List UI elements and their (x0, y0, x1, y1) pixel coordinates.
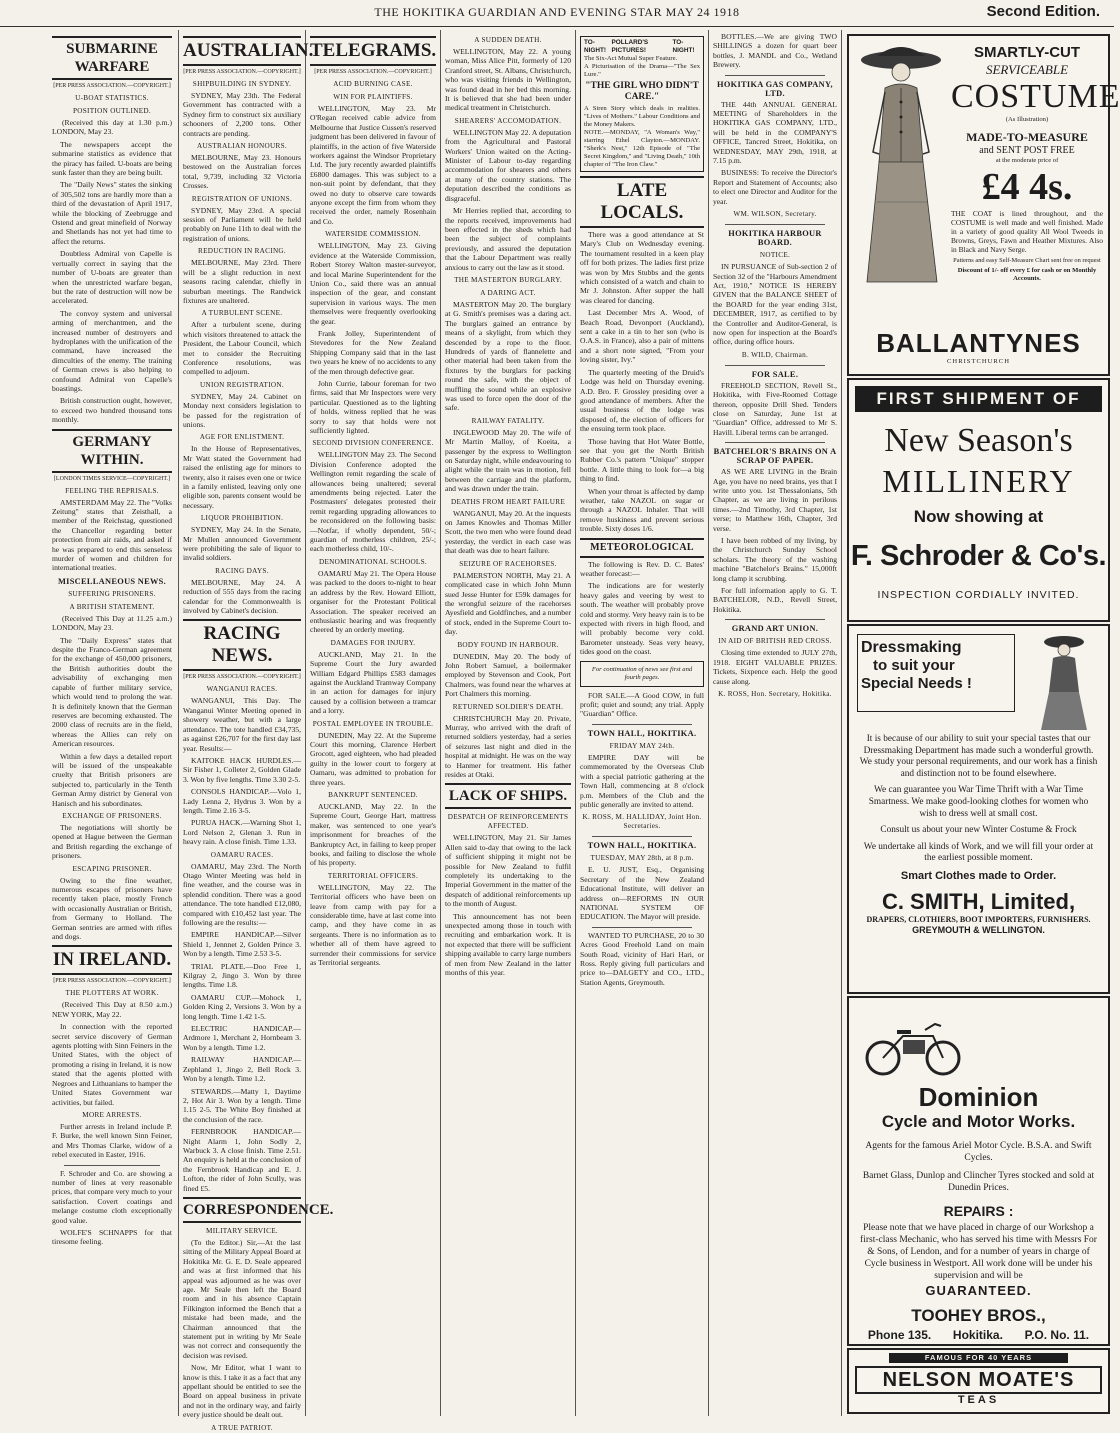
ad-paragraph: We undertake all kinds of Work, and we will fill your order at the earliest possible moment. (863, 841, 1094, 864)
ad-paragraph: Please note that we have placed in charge of our Workshop a first-class Mechanic, who has served his time with Messrs For & Sons, of Lendon, and for a number of years in charge of Cycle business in Westport. All work done will be under his supervision and will be (860, 1223, 1097, 1281)
paragraph: WELLINGTON, May 22. The Territorial officers who have been on leave from camp with pay for a considerable time, have at last come into camp, and they have come in as sergeants. There is no information as to whether all of them have agreed to surrender their commissions for service as Territorial sergeants. (310, 882, 436, 968)
film-feature: The Six-Act Mutual Super Feature. (584, 55, 678, 62)
headline-germany-within: GERMANY WITHIN. (52, 429, 172, 473)
paragraph: SYDNEY, May 23rd. A special session of Parliament will be held probably on June 11th to deal with the registration of unions. (183, 205, 301, 243)
divider (592, 927, 692, 928)
paragraph: AUCKLAND, May 21. In the Supreme Court the Jury awarded William Edgard Phillips £583 damages against the Auckland Tramway Company in an action for damages for injury caused by a collision between a tramcar and a lorry. (310, 649, 436, 716)
paragraph: MELBOURNE, May 23rd. There will be a slight reduction in next seasons racing calendar, chiefly in suburban meetings. The Randwick fixtures are unaltered. (183, 258, 301, 305)
ad-store-name: C. SMITH, Limited, (881, 888, 1076, 914)
classified-ad: FOR SALE.—A Good COW, in full profit; quiet and sound; any trial. Apply "Guardian" Office. (580, 690, 704, 719)
c-smith-dressmaking-ad (847, 624, 1110, 994)
banner-text: TO-NIGHT! (584, 39, 607, 54)
subheading: RETURNED SOLDIER'S DEATH. (452, 702, 564, 711)
notice-title: FOR SALE. (751, 369, 799, 379)
paragraph: TRIAL PLATE.—Doo Free 1, Kilgray 2, Jingo 3. Won by three lengths. Time 1.8. (183, 961, 301, 990)
nelson-moates-teas-ad (847, 1348, 1110, 1414)
notice-title: TOWN HALL, HOKITIKA. (587, 841, 697, 851)
paragraph: The following is Rev. D. C. Bates' weather forecast:— (580, 559, 704, 578)
headline-telegrams: TELEGRAMS. (310, 36, 436, 66)
headline-lack-of-ships: LACK OF SHIPS. (445, 783, 571, 809)
paragraph: Mr Herries replied that, according to the reports received, improvements had been effected in the sheds which had been the subject of complaints previously, and assured the deputation that the Labour Department was really anxious to carry out the law as it stood. (445, 206, 571, 272)
paragraph: STEWARDS.—Matty 1, Daytime 2, Hot Air 3. Won by a length. Time 1.15 2-5. The White Boy finished at the conclusion of the race. (183, 1086, 301, 1124)
ad-line: New Season's (884, 422, 1073, 459)
woman-in-dress-illustration (1031, 632, 1097, 732)
notice-title: TOWN HALL, HOKITIKA. (587, 728, 697, 738)
notice-body: AS WE ARE LIVING in the Brain Age, you have no need brains, yes that I write unto you. 1st Thessalonians, 5th Chapter, as we are living in perilous times.—2nd Timothy, 3rd Chapter, 1st verse; to Matthew 16th, Chapter, 3rd verse. (713, 467, 837, 533)
classified-ad: BOTTLES.—We are giving TWO SHILLINGS a dozen for quart beer bottles, J. MANDL and Co., Wetland Brewery. (713, 32, 837, 70)
subheading: AUSTRALIAN HONOURS. (197, 142, 287, 151)
subheading: A DARING ACT. (480, 288, 536, 297)
ad-city: CHRISTCHURCH (947, 358, 1010, 365)
notice-signature: K. ROSS, M. HALLIDAY, Joint Hon. Secretaries. (582, 813, 702, 831)
paragraph: DUNEDIN, May 20. The body of John Robert Samuel, a boilermaker employed by Stevenson and Cook, Port Chalmers, was found near the wharves at Port Chalmers this morning. (445, 651, 571, 699)
subheading: BODY FOUND IN HARBOUR. (457, 640, 559, 649)
headline-australian: AUSTRALIAN. (183, 36, 301, 66)
notice-title: HOKITIKA GAS COMPANY, LTD. (717, 79, 833, 98)
paragraph: WANGANUI, May 20. At the inquests on James Knowles and Thomas Miller Scott, the two men who were found dead yesterday, the verdict in each case was that death was due to heart failure. (445, 508, 571, 556)
letter-signature: A TRUE PATRIOT. (211, 1423, 273, 1432)
divider (725, 75, 825, 76)
paragraph: John Currie, labour foreman for two firms, said that Mr Inspectors were very particular. Questioned as to the lighting of holds, witness replied that he was sorry to say that holds were not sufficiently lighted. (310, 378, 436, 435)
masthead-title: THE HOKITIKA GUARDIAN AND EVENING STAR MAY 24 1918 (374, 5, 740, 19)
ad-brand: NELSON MOATE'S (855, 1366, 1102, 1394)
subheading: FEELING THE REPRISALS. (65, 486, 159, 495)
paragraph: SYDNEY, May 23th. The Federal Government has contracted with a Sydney firm to construct six auxiliary schooners of 2,200 tons. Other contracts are pending. (183, 91, 301, 138)
notice-title: GRAND ART UNION. (731, 624, 819, 634)
edition-label: Second Edition. (986, 3, 1100, 20)
subheading: THE PLOTTERS AT WORK. (65, 989, 159, 998)
pollards-pictures-ad (580, 36, 704, 172)
notice-body: Closing time extended to JULY 27th, 1918. EIGHT VALUABLE PRIZES. Tickets, Sixpence each. Help the good cause along. (713, 648, 837, 686)
ad-phone: Phone 135. (867, 1328, 932, 1342)
ad-banner: FIRST SHIPMENT OF (855, 386, 1102, 412)
subheading: SEIZURE OF RACEHORSES. (459, 559, 557, 568)
notice-subtitle: IN AID OF BRITISH RED CROSS. (718, 637, 832, 646)
subheading: ACID BURNING CASE. (333, 80, 413, 88)
ad-line: Dressmaking (861, 639, 962, 656)
paragraph: F. Schroder and Co. are showing a number of lines at very reasonable prices, that compare very much to your satisfaction. Covert coatings and melange costume cloth exceptionally good value. (52, 1168, 172, 1225)
column-3 (310, 32, 436, 1412)
paragraph: In the House of Representatives, Mr Watt stated the Government had raised the enlisting age for minors to twenty, also it raises even one or twice in a family enlisted, leaving only one eligible son, parents consent would be necessary. (183, 444, 301, 510)
ad-line: GUARANTEED. (925, 1283, 1032, 1298)
classified-ad: WANTED TO PURCHASE, 20 to 30 Acres Good Freehold Land on main South Road, vicinity of Hari Hari, or Ross. Reply giving full particulars and price to—DALGETY and CO., LTD., Station Agents, Greymouth. (580, 930, 704, 987)
divider (725, 224, 825, 225)
paragraph: When your throat is affected by damp weather, take NAZOL on sugar or through a NAZOL Inhaler. That will remove huskiness and prevent serious trouble. Sixty doses 1/6. (580, 486, 704, 534)
divider (725, 365, 825, 366)
headline-late-locals: LATE LOCALS. (580, 176, 704, 228)
paragraph: Frank Jolley, Superintendent of Stevedores for the New Zealand Shipping Company said that in the last two years he knew of no accidents to any of the men through defective gear. (310, 328, 436, 376)
paragraph: The "Daily News" states the sinking of 305,502 tons are hardly more than a third of the devastation of April 1917, while the blocking of Zeebrugge and Ostend and great minefield of Norway and Shetlands has not yet had time to affect the returns. (52, 180, 172, 246)
subheading: LIQUOR PROHIBITION. (200, 514, 284, 523)
subheading: WIN FOR PLAINTIFFS. (333, 93, 413, 101)
paragraph: ELECTRIC HANDICAP.—Ardmore 1, Merchant 2, Hornbeam 3. Won by a length. Time 1.2. (183, 1024, 301, 1052)
paragraph: The indications are for westerly heavy gales and veering by west to south. The weather will probably prove cold and stormy. Very heavy rain is to be expected with rivers in high flood, and will probably become very cold. Barometer unsteady. Seas very heavy, tides good on the coast. (580, 581, 705, 657)
paragraph: The convoy system and universal arming of merchantmen, and the increased number of destroyers and hydroplanes with the unification of the command, have increased the dimculties of the enemy. The training of German crews is also helping to confound Admiral von Capelle's boastings. (52, 308, 172, 393)
subheading: THE MASTERTON BURGLARY. (454, 275, 562, 284)
notice-body: THE 44th ANNUAL GENERAL MEETING of Shareholders in the HOKITIKA GAS COMPANY, LTD., will be held in the COMPANY'S OFFICE, Tancred Street, Hokitika, on WEDNESDAY, MAY 29th, 1918, at 7.15 p.m. (713, 99, 837, 166)
paragraph: CONSOLS HANDICAP.—Volo 1, Lady Lenna 2, Hydrus 3. Won by a length. Time 2.16 3-5. (183, 787, 301, 815)
paragraph: British construction ought, however, to exceed two hundred thousand tons monthly. (52, 396, 172, 425)
ad-price: £4 4s. (981, 166, 1073, 208)
paragraph: WELLINGTON, May 23. Giving evidence at the Waterside Commission, Robert Storey Walton master-surveyor, and local Marine Superintendent for the Union Co., said there was an annual inspection of the gear, and constant supervision in various ways. The men themselves were frequently overlooking the gear. (310, 241, 436, 326)
column-2 (183, 32, 334, 1432)
ad-paragraph: Agents for the famous Ariel Motor Cycle. B.S.A. and Swift Cycles. (865, 1141, 1092, 1163)
paragraph: FERNBROOK HANDICAP.—Night Alarm 1, John Sodly 2, Warbuck 3. A close finish. Time 2.51. An enquiry is held at the conclusion of the Fernbrook Handicap and E. J. Lofton, the rider of John Scully, was fined £5. (183, 1127, 301, 1193)
subheading: U-BOAT STATISTICS. (75, 94, 149, 102)
headline-racing-news: RACING NEWS. (183, 619, 301, 671)
motorcycle-illustration (863, 1006, 963, 1078)
paragraph: Owing to the fine weather, numerous escapes of prisoners have recently taken place, mostly French with occasionally Australian or British, from Germany to Holland. The German sentries are armed with rifles and dogs. (52, 875, 172, 942)
film-description: A Siren Story which deals in realities. "Lives of Mothers." Labour Conditions and the Money Makers. (584, 105, 700, 128)
notice-body: FREEHOLD SECTION, Revell St., Hokitika, with Five-Roomed Cottage thereon, opposite Drill Shed. Tenders close on Saturday, June 1st at "Guardian" Office, addressed to Mr S. Havill. Liberal terms can be arranged. (713, 380, 837, 437)
press-credit: [PER PRESS ASSOCIATION.—COPYRIGHT.] (53, 978, 171, 985)
subheading: SECOND DIVISION CONFERENCE. (312, 439, 434, 448)
ad-line: MADE-TO-MEASURE (966, 130, 1088, 144)
subheading: TERRITORIAL OFFICERS. (327, 871, 419, 880)
column-rule (178, 30, 179, 1416)
headline-submarine-warfare: SUBMARINE WARFARE (52, 36, 172, 80)
paragraph: The negotiations will shortly be opened at Hague between the German and British regarding the exchange of prisoners. (52, 822, 172, 861)
paragraph: Within a few days a detailed report will be issued of the unspeakable cruelty that British prisoners are subjected to, particularly in the Tenth German Army district by General von Hanisch and his subordinates. (52, 751, 172, 808)
headline-in-ireland: IN IRELAND. (52, 945, 172, 975)
continuation-note: For continuation of news see first and fourth pages. (580, 661, 704, 687)
paragraph: INGLEWOOD May 20. The wife of Mr Martin Malloy, of Koeita, a passenger by the express to Wellington on Saturday night, while endeavouring to alight while the train was in motion, fell between the carriage and the platform, and was drawn under the train. (445, 427, 571, 494)
subheading: AGE FOR ENLISTMENT. (199, 433, 285, 442)
paragraph: Those having that Hot Water Bottle, see that you get the North British Rubber Co.'s pattern "Unique" stopper bottle. A little thing to look for—a big thing to find. (580, 436, 704, 484)
subheading: MILITARY SERVICE. (206, 1226, 278, 1235)
ad-line: INSPECTION CORDIALLY INVITED. (877, 589, 1080, 601)
ad-line: SERVICEABLE (985, 62, 1069, 77)
press-credit: [LONDON TIMES SERVICE—COPYRIGHT.] (53, 475, 171, 482)
divider (64, 1165, 160, 1166)
film-feature: A Picturisation of the Drama—"The Sex Lure." (584, 63, 700, 78)
column-6 (713, 32, 837, 1412)
column-rule (708, 30, 709, 1416)
column-1 (52, 32, 172, 1412)
paragraph: WELLINGTON, May 22. A young woman, Miss Alice Pitt, formerly of 120 Cranford street, St. Albans, Christchurch, who was visiting friends in Wellington, was found dead in her bed this morning. It is believed that she had been under medical treatment in Christchurch. (445, 47, 571, 113)
notice-body: BUSINESS: To receive the Director's Report and Statement of Accounts; also to elect one Director and Auditor for the year. (713, 168, 837, 206)
ballantynes-costume-ad (847, 34, 1120, 376)
subheading: MORE ARRESTS. (82, 1110, 142, 1119)
paragraph: Doubtless Admiral von Capelle is vertually correct in saying that the number of U-boats are greater than when the unrestricted warfare began, but the rate of destruction will now be accelerated. (52, 249, 172, 306)
notice-signature: WM. WILSON, Secretary. (733, 210, 817, 219)
ad-line: TEAS (957, 1394, 1000, 1406)
subheading: POSTAL EMPLOYEE IN TROUBLE. (312, 719, 434, 728)
subheading: ESCAPING PRISONER. (72, 864, 152, 873)
paragraph: DUNEDIN, May 22. At the Supreme Court this morning, Clarence Herbert Grocott, aged eighteen, who had pleaded guilty in the lower court to forgery at Oamaru, was admitted to probation for three years. (310, 730, 436, 787)
column-4 (445, 32, 571, 1412)
subheading: RAILWAY FATALITY. (471, 416, 545, 425)
film-title: "THE GIRL WHO DIDN'T CARE." (585, 81, 699, 102)
paragraph: Now, Mr Editor, what I want to know is this. I take it as a fact that any appellant should be entitled to see the Board on appeal business in private and not in the ordinary way, and fairly every justice should be dealt out. (183, 1363, 301, 1420)
press-credit: [PER PRESS ASSOCIATION.—COPYRIGHT.] (183, 69, 301, 75)
notice-body: For full information apply to G. T. BATCHELOR, N.D., Revell Street, Hokitika. (713, 586, 837, 614)
paragraph: WELLINGTON May 23. The Second Division Conference adopted the Wellington remit regarding the scale of allowances being unaltered; several amendments being rejected. Later the Postmasters' delegates protested their remit regarding upgrading allowances to be reconsidered on the following basis:—Notfar, if wholly dependent, 50/-; guardian of motherless children, 25/-; each motherless child, 10/-. (310, 450, 436, 554)
ad-po: P.O. No. 11. (1024, 1328, 1090, 1342)
paragraph: SYDNEY, May 24. In the Senate, Mr Mullen announced Government were prohibiting the sale of liquor to invalid soldiers. (183, 525, 301, 563)
paragraph: PURUA HACK.—Warning Shot 1, Lord Nelson 2, Glenan 3. Run in heavy rain. A close finish. Time 1.33. (183, 818, 301, 847)
paragraph: AUCKLAND, May 22. In the Supreme Court, George Hart, mattress maker, was sentenced to one year's imprisonment for breaches of the Bankruptcy Act, in failing to keep proper books, and failing to disclose the whole of his property. (310, 802, 436, 868)
paragraph: MELBOURNE, May 23. Honours bestowed on the Australian forces total, 9,739, including 32 Victoria Crosses. (183, 153, 301, 191)
paragraph: OAMARU May 21. The Opera House was packed to the doors to-night to hear an address by the Rev. Howard Elliott, organiser for the Protestant Political Association. The speaker received an enthusiastic hearing and was frequently cheered by an orderly meeting. (310, 568, 436, 635)
masthead (0, 0, 1114, 27)
paragraph: WANGANUI, This Day. The Wanganui Winter Meeting opened in showery weather, but with a large attendance. The tote handled £34,735, as against £26,707 for the first day last year. Results:— (183, 696, 301, 753)
notice-subtitle: NOTICE. (759, 251, 791, 260)
paragraph: Further arrests in Ireland include P. F. Burke, the well known Sinn Feiner, and Mrs Thomas Clarke, widow of a rebel executed in Easter, 1916. (52, 1121, 172, 1160)
subheading: POSITION OUTLINED. (72, 107, 152, 115)
ad-line: Patterns and easy Self-Measure Chart sent free on request (953, 257, 1101, 264)
paragraph: RAILWAY HANDICAP.—Zephland 1, Jingo 2, Bell Rock 3. Won by a length. Time 1.2. (183, 1055, 301, 1084)
divider (592, 836, 692, 837)
dateline: (Received This Day at 11.25 a.m.) LONDON, May 23. (52, 613, 172, 633)
dateline: (Received this day at 1.30 p.m.) LONDON, May 23. (52, 118, 172, 137)
banner-text: POLLARD'S PICTURES! (611, 39, 649, 54)
paragraph: (To the Editor.) Sir,—At the last sitting of the Military Appeal Board at Hokitika Mr. G. E. D. Seale appeared and was at first informed that his appeal was adjourned as he was over age. Mr Seale then left the Board room and in his absence Captain Filkington informed the Bench that a mistake had been made, and the Chairman announced that the statement put in writing by Mr Seale was not correct and consequently the decision was revised. (183, 1237, 301, 1360)
subheading: REDUCTION IN RACING. (197, 247, 287, 256)
ad-description: THE COAT is lined throughout, and the COSTUME is well made and well finished. Made in a variety of good quality All Wool Tweeds in Browns, Greys, Fawn and Heather Mixtures. Also in Black and Navy Serge. (951, 209, 1103, 254)
dateline: (Received This Day at 8.50 a.m.) NEW YORK, May 22. (52, 1000, 172, 1019)
ad-paragraph: Barnet Glass, Dunlop and Clincher Tyres stocked and sold at Dunedin Prices. (862, 1171, 1095, 1193)
column-rule (575, 30, 576, 1416)
paragraph: CHRISTCHURCH May 20. Private, Murray, who arrived with the draft of returned soldiers yesterday, had a series of seizures last night and died in the hospital at midnight. He was on the way to Hanmer for treatment. His father resides at Otaki. (445, 713, 571, 779)
headline-correspondence: CORRESPONDENCE. (183, 1197, 301, 1223)
subheading: BANKRUPT SENTENCED. (328, 791, 418, 799)
press-credit: [PER PRESS ASSOCIATION.—COPYRIGHT.] (183, 674, 301, 681)
subheading: A BRITISH STATEMENT. (69, 602, 155, 611)
subheading: DEATHS FROM HEART FAILURE (450, 497, 566, 506)
notice-body: E. U. JUST, Esq., Organising Secretary of the New Zealand Educational Institute, will deliver an address on—REFORMS IN OUR NATIONAL SYSTEM OF EDUCATION. The Mayor will preside. (580, 865, 704, 922)
notice-signature: B. WILD, Chairman. (741, 350, 809, 359)
ad-line: Discount of 1/- off every £ for cash or on Monthly Accounts. (957, 267, 1097, 282)
ad-line: REPAIRS : (943, 1203, 1014, 1219)
divider (725, 619, 825, 620)
press-credit: [PER PRESS ASSOCIATION.—COPYRIGHT.] (53, 83, 171, 89)
headline-miscellaneous-news: MISCELLANEOUS NEWS. (57, 576, 167, 586)
subheading: A TURBULENT SCENE. (201, 309, 283, 318)
paragraph: KAITOKE HACK HURDLES.—Sir Fisher 1, Colleter 2, Golden Glade 3. Won by five lengths. Time 3.30 2-5. (183, 755, 301, 784)
subheading: REGISTRATION OF UNIONS. (191, 194, 293, 203)
paragraph: WELLINGTON, May 23. Mr O'Regan received cable advice from Melbourne that Justice Cussen's reserved judgment has been delivered in favour of plaintiffs, in the action of five Waterside workers against the Windsor Proprietary Ltd. The jury recently awarded plaintiffs £6800 damages. This was subject to a non-suit point by defendant, that they owed no duty to observe care towards anyone except the firm from whom they received the order, namely Rosenhain and Co. (310, 104, 436, 226)
ad-costume-word: COSTUME (951, 78, 1120, 115)
paragraph: AMSTERDAM May 22. The "Volks Zeitung" states that Zeisthall, a member of the Reichstag, questioned the Chancellor regarding better protection from air raids, and asked if he was prepared to end this senseless murder of women and children for international treaties. (52, 497, 172, 573)
ad-line: SMARTLY-CUT (973, 44, 1081, 61)
paragraph: In connection with the reported secret service discovery of German agents plotting with Sinn Feiners in the United States, with the object of promoting a rising in Ireland, it is now stated that the agents plotted with Negroes and Lithuanians to hamper the United States Government war activities, but failed. (52, 1022, 172, 1107)
column-rule (440, 30, 441, 1416)
ad-store-name: F. Schroder & Co's. (850, 540, 1107, 572)
notice-body: IN PURSUANCE of Sub-section 2 of Section 32 of the "Harbours Amendment Act, 1910," NOTICE IS HEREBY GIVEN that the BALANCE SHEET of the BOARD for the year ending 31st, DECEMBER, 1917, as certified to by the Controller and Auditor-General, is now open for inspection at the Board's office, during office hours. (713, 262, 837, 347)
ad-line: (As Illustration) (1005, 116, 1049, 123)
paragraph: OAMARU, May 23rd. The North Otago Winter Meeting was held in fine weather, and the course was in splendid condition. There was a good attendance. The tote handled £12,080, compared with £10,452 last year. The following are the results:— (183, 861, 301, 927)
subheading: RACING DAYS. (215, 566, 269, 575)
notice-title: HOKITIKA HARBOUR BOARD. (728, 229, 822, 248)
ad-store-name: TOOHEY BROS., (911, 1306, 1046, 1325)
divider (725, 442, 825, 443)
ad-town: Hokitika. (952, 1328, 1003, 1342)
paragraph: This announcement has not been unexpected among those in touch with recruiting and embarkation work. It is not expected that there will be sufficient shipping available to carry large numbers of men from New Zealand in the latter months of this year. (445, 911, 571, 978)
paragraph: The quarterly meeting of the Druid's Lodge was held on Thursday evening. A.D. Bro. F. Grossley presiding over a good attendance of members. After the usual business of the lodge was disposed of, the election of officers for the ensuing term took place. (580, 367, 704, 434)
paragraph: MELBOURNE, May 24. A reduction of 555 days from the racing calendar for the Commonwealth is involved by Cabinet's decision. (183, 577, 301, 616)
paragraph: PALMERSTON NORTH, May 21. A complicated case in which John Munn sued Jesse Hunter for £59k damages for the wrongful seizure of the racehorses Ayesfield and Goldfinches, and a number of stock, ended in the Supreme Court to-day. (445, 570, 571, 637)
millinery-ad (847, 378, 1110, 622)
ad-line: Smart Clothes made to Order. (900, 869, 1057, 882)
subheading: SUFFERING PRISONERS. (68, 589, 156, 598)
banner-text: TO-NIGHT! (672, 39, 695, 54)
subheading: DAMAGES FOR INJURY. (330, 638, 416, 647)
woman-in-costume-illustration (855, 42, 949, 292)
ad-headline: Dominion (918, 1082, 1039, 1112)
paragraph: There was a good attendance at St Mary's Club on Wednesday evening. The tournament resulted in a keen play off for both prizes. The ladies first prize was won by Mrs Stubbs and the gents which consisted of a watch and chain to Mr J. Johnston. After supper the hall was cleared for dancing. (580, 230, 704, 305)
paragraph: MASTERTON May 20. The burglary at G. Smith's premises was a daring act. The burglars gained an entrance by means of a skylight, from which they descended by a rope to the floor. Hundreds of yards of flannelette and other material had been taken from the fixtures by the burglars for packing round the safe, with the object of muffling the sound while an explosive was used to force open the door of the safe. (445, 299, 571, 413)
column-rule (841, 30, 842, 1416)
ad-line: Now showing at (913, 507, 1044, 526)
ad-line: MILLINERY (882, 463, 1075, 499)
dominion-cycle-ad (847, 996, 1110, 1346)
paragraph: WELLINGTON, May 21. Sir James Allen said to-day that owing to the lack of sufficient shipping it might not be possible for New Zealand to fulfil completely its undertaking to the Imperial Government in the matter of the despatch of additional reinforcements up to the month of August. (445, 833, 571, 909)
subheading: DENOMINATIONAL SCHOOLS. (318, 557, 428, 566)
ad-line: to suit your (873, 657, 955, 674)
paragraph: Last December Mrs A. Wood, of Beach Road, Devonport (Auckland), sent a cake in a tin to her son (who is O.A.S. in France), also a pair of mittens and a short note signed, "From your loving sister, Ivy." (580, 308, 704, 365)
subheading: SHIPBUILDING IN SYDNEY. (192, 80, 292, 88)
ad-paragraph: It is because of our ability to suit your special tastes that our Dressmaking Department has made such a wonderful growth. We study your personal requirements, and our work has a finish and distinction not to be found elsewhere. (859, 734, 1098, 779)
ad-paragraph: Consult us about your new Winter Costume & Frock (880, 825, 1077, 836)
notice-date: FRIDAY MAY 24th. (609, 741, 675, 750)
ad-line: DRAPERS, CLOTHIERS, BOOT IMPORTERS, FURNISHERS. (866, 914, 1091, 924)
column-5 (580, 32, 704, 1412)
paragraph: After a turbulent scene, during which visitors threatened to attack the President, the Labour Council, which met to consider the Recruiting Conference resolutions, was compelled to adjourn. (183, 320, 301, 377)
paragraph: WELLINGTON May 22. A deputation from the Agricultural and Pastoral Workers' Union waited on the Acting-Minister of Labour to-day regarding accommodation for shearers and others at many of the country stations. The deputation described the conditions as disgraceful. (445, 127, 571, 203)
ad-headline: Cycle and Motor Works. (881, 1112, 1076, 1131)
subheading: OAMARU RACES. (210, 850, 274, 859)
subheading: SHEARERS' ACCOMODATION. (454, 116, 562, 125)
notice-title: BATCHELOR'S BRAINS ON A SCRAP OF PAPER. (713, 447, 837, 466)
ad-store-name: BALLANTYNES (876, 328, 1081, 358)
subheading: DESPATCH OF REINFORCEMENTS AFFECTED. (447, 813, 569, 831)
paragraph: WOLFE'S SCHNAPPS for that tiresome feeling. (52, 1227, 172, 1247)
paragraph: The "Daily Express" states that despite the Franco-German agreement for the exchange of 450,000 prisoners, the British authorities doubt the advisability of exchanging men capable of further military service, which would tend to prolong the war. It is definitely known that the German reserves are becoming exhausted. The 2000 class of recruits are in the field, whereas the Allies can rely on American resources. (52, 635, 172, 749)
ad-banner: FAMOUS FOR 40 YEARS (889, 1353, 1068, 1363)
ad-paragraph: We can guarantee you War Time Thrift with a War Time Smartness. We make good-looking clothes for women who wish to dress well at small cost. (868, 785, 1089, 819)
subheading: UNION REGISTRATION. (200, 380, 284, 389)
headline-meteorological: METEOROLOGICAL (580, 538, 704, 558)
paragraph: The newspapers accept the submarine statistics as evidence that the piracy has failed. U-boats are being sunk faster than they are being built. (52, 139, 172, 178)
notice-body: EMPIRE DAY will be commemorated by the Overseas Club with a special patriotic gathering at the Town Hall, commencing at 8 o'clock p.m. Members of the Club and the public generally are invited to attend. (580, 752, 704, 809)
ad-line: Special Needs ! (861, 675, 972, 692)
paragraph: SYDNEY, May 24. Cabinet on Monday next considers legislation to be passed for the registration of unions. (183, 391, 301, 429)
subheading: WATERSIDE COMMISSION. (325, 230, 421, 239)
divider (592, 724, 692, 725)
subheading: WANGANUI RACES. (206, 685, 278, 694)
ad-line: and SENT POST FREE (979, 145, 1075, 156)
notice-date: TUESDAY, MAY 28th, at 8 p.m. (590, 854, 694, 863)
subheading: EXCHANGE OF PRISONERS. (62, 811, 162, 820)
paragraph: EMPIRE HANDICAP.—Silver Shield 1, Jennnet 2, Golden Prince 3. Won by a length. Time 2.53 3-5. (183, 930, 301, 959)
press-credit: [PER PRESS ASSOCIATION.—COPYRIGHT.] (314, 69, 432, 75)
paragraph: OAMARU CUP.—Mohock 1, Golden King 2, Versions 3. Won by a long length. Time 1.42 1-5. (183, 992, 301, 1021)
film-note: NOTE.—MONDAY, "A Woman's Way," starring Ethel Clayton.—MONDAY. "Sherk's Nest," 12th Episode of "The Secret Kingdom," and "Living Death," 10th chapter of "The Iron Claw." (584, 129, 700, 168)
notice-body: I have been robbed of my living, by the Christchurch Sunday School scholars. The theory of the washing machine "Batchelor's Brains." 15,000ft long clamp it scrubbing. (713, 536, 837, 583)
ad-line: at the moderate price of (995, 157, 1059, 164)
notice-signature: K. ROSS, Hon. Secretary, Hokitika. (718, 689, 832, 698)
subheading: A SUDDEN DEATH. (474, 36, 542, 44)
ad-line: GREYMOUTH & WELLINGTON. (912, 924, 1045, 935)
